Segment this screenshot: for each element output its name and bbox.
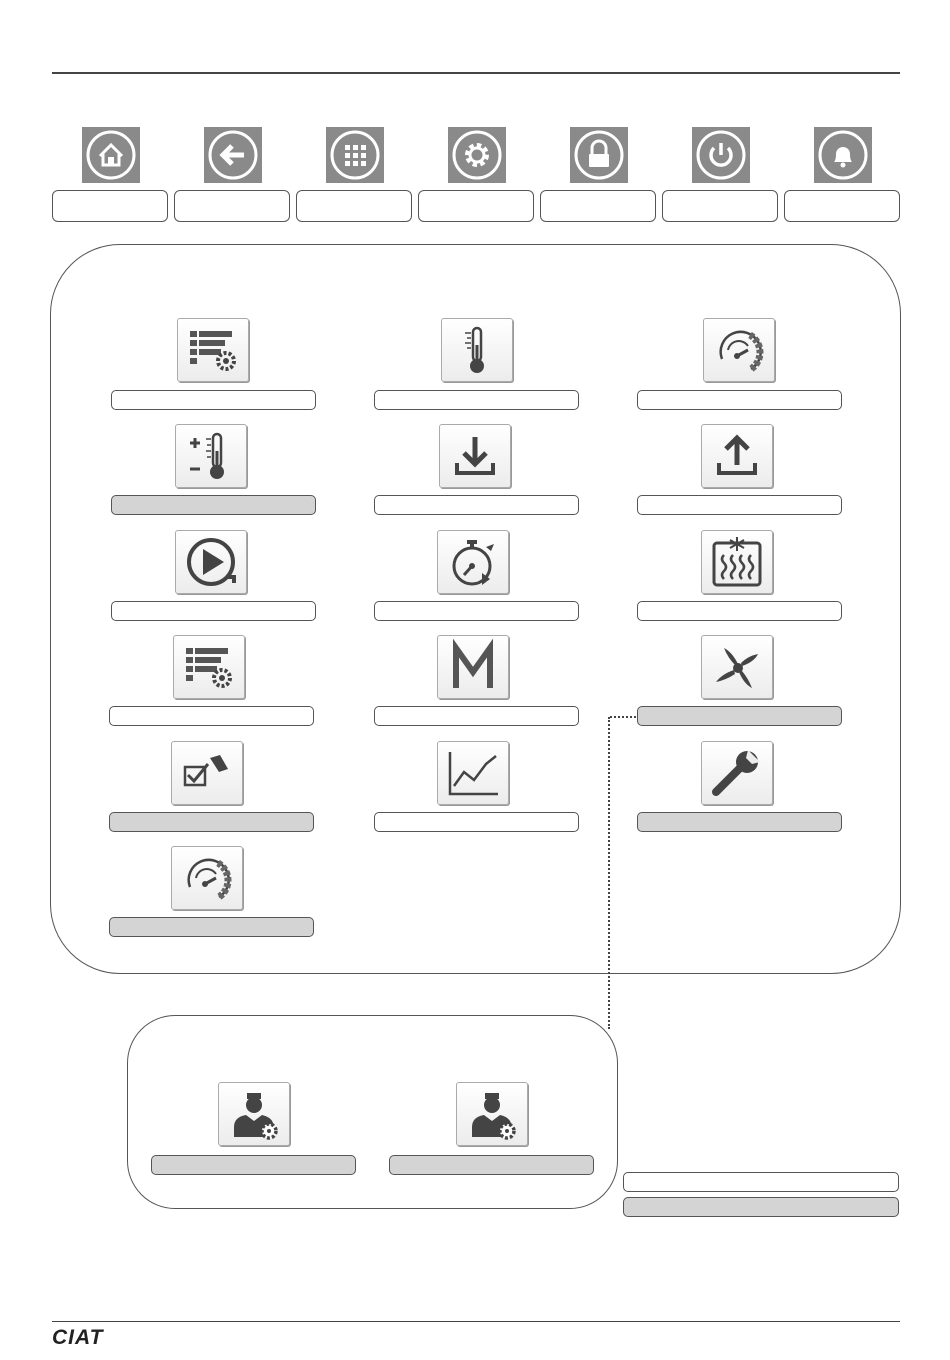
general-parameters-tile[interactable] (177, 318, 249, 382)
settings-button[interactable] (418, 127, 534, 222)
fan-icon (702, 636, 772, 698)
pressures-tile[interactable] (703, 318, 775, 382)
grid-menu-icon (326, 127, 384, 183)
fan-tile[interactable] (701, 635, 773, 699)
lock-button[interactable] (540, 127, 656, 222)
gear-icon (448, 127, 506, 183)
header-rule (52, 72, 900, 74)
gauge-icon (172, 847, 242, 909)
sub-menu-panel (127, 1015, 618, 1209)
menu-item-label (637, 601, 842, 621)
header-button-label (174, 190, 290, 222)
user-settings-icon (219, 1083, 289, 1145)
upload-icon (702, 425, 772, 487)
menu-item-label (109, 812, 314, 832)
pressures-tile-2[interactable] (171, 846, 243, 910)
back-button[interactable] (174, 127, 290, 222)
pump-icon (176, 531, 246, 593)
menu-item-label (637, 390, 842, 410)
main-menu-button[interactable] (296, 127, 412, 222)
menu-item-label (637, 812, 842, 832)
menu-item-label (374, 812, 579, 832)
wrench-icon (702, 742, 772, 804)
home-icon (82, 127, 140, 183)
list-settings-icon (174, 636, 244, 698)
maintenance-tile[interactable] (437, 635, 509, 699)
header-button-label (540, 190, 656, 222)
menu-item-label (111, 601, 316, 621)
heater-tile[interactable] (701, 530, 773, 594)
trend-chart-icon (438, 742, 508, 804)
menu-item-label (109, 706, 314, 726)
checkbox-tag-icon (172, 742, 242, 804)
home-button[interactable] (52, 127, 168, 222)
power-button[interactable] (662, 127, 778, 222)
trends-tile[interactable] (437, 741, 509, 805)
maintenance-m-icon (438, 636, 508, 698)
menu-item-label (374, 495, 579, 515)
legend-white-box (623, 1172, 899, 1192)
service-tile[interactable] (701, 741, 773, 805)
legend-grey-box (623, 1197, 899, 1217)
setpoint-tile[interactable] (175, 424, 247, 488)
pump-tile[interactable] (175, 530, 247, 594)
menu-item-label (374, 601, 579, 621)
heater-icon (702, 531, 772, 593)
header-button-label (784, 190, 900, 222)
sub-menu-item-label (151, 1155, 356, 1175)
footer-rule (52, 1321, 900, 1322)
download-icon (440, 425, 510, 487)
power-icon (692, 127, 750, 183)
timer-tile[interactable] (437, 530, 509, 594)
menu-item-label (637, 706, 842, 726)
header-button-label (418, 190, 534, 222)
user-settings-icon (457, 1083, 527, 1145)
connector-line (610, 716, 636, 718)
header-button-label (662, 190, 778, 222)
brand-logo: CIAT (52, 1326, 104, 1349)
bell-icon (814, 127, 872, 183)
header-button-label (52, 190, 168, 222)
menu-item-label (111, 495, 316, 515)
menu-item-label (374, 706, 579, 726)
menu-item-label (109, 917, 314, 937)
outputs-tile[interactable] (701, 424, 773, 488)
user-config-tile-2[interactable] (456, 1082, 528, 1146)
menu-item-label (111, 390, 316, 410)
menu-item-label (374, 390, 579, 410)
inputs-tile[interactable] (439, 424, 511, 488)
lock-icon (570, 127, 628, 183)
user-config-tile-1[interactable] (218, 1082, 290, 1146)
list-settings-icon (178, 319, 248, 381)
sub-menu-item-label (389, 1155, 594, 1175)
temperatures-tile[interactable] (441, 318, 513, 382)
test-tile[interactable] (171, 741, 243, 805)
menu-item-label (637, 495, 842, 515)
configuration-tile[interactable] (173, 635, 245, 699)
gauge-icon (704, 319, 774, 381)
back-arrow-icon (204, 127, 262, 183)
header-button-label (296, 190, 412, 222)
connector-line (608, 717, 610, 1029)
timer-icon (438, 531, 508, 593)
setpoint-thermometer-icon (176, 425, 246, 487)
alarm-button[interactable] (784, 127, 900, 222)
thermometer-icon (442, 319, 512, 381)
